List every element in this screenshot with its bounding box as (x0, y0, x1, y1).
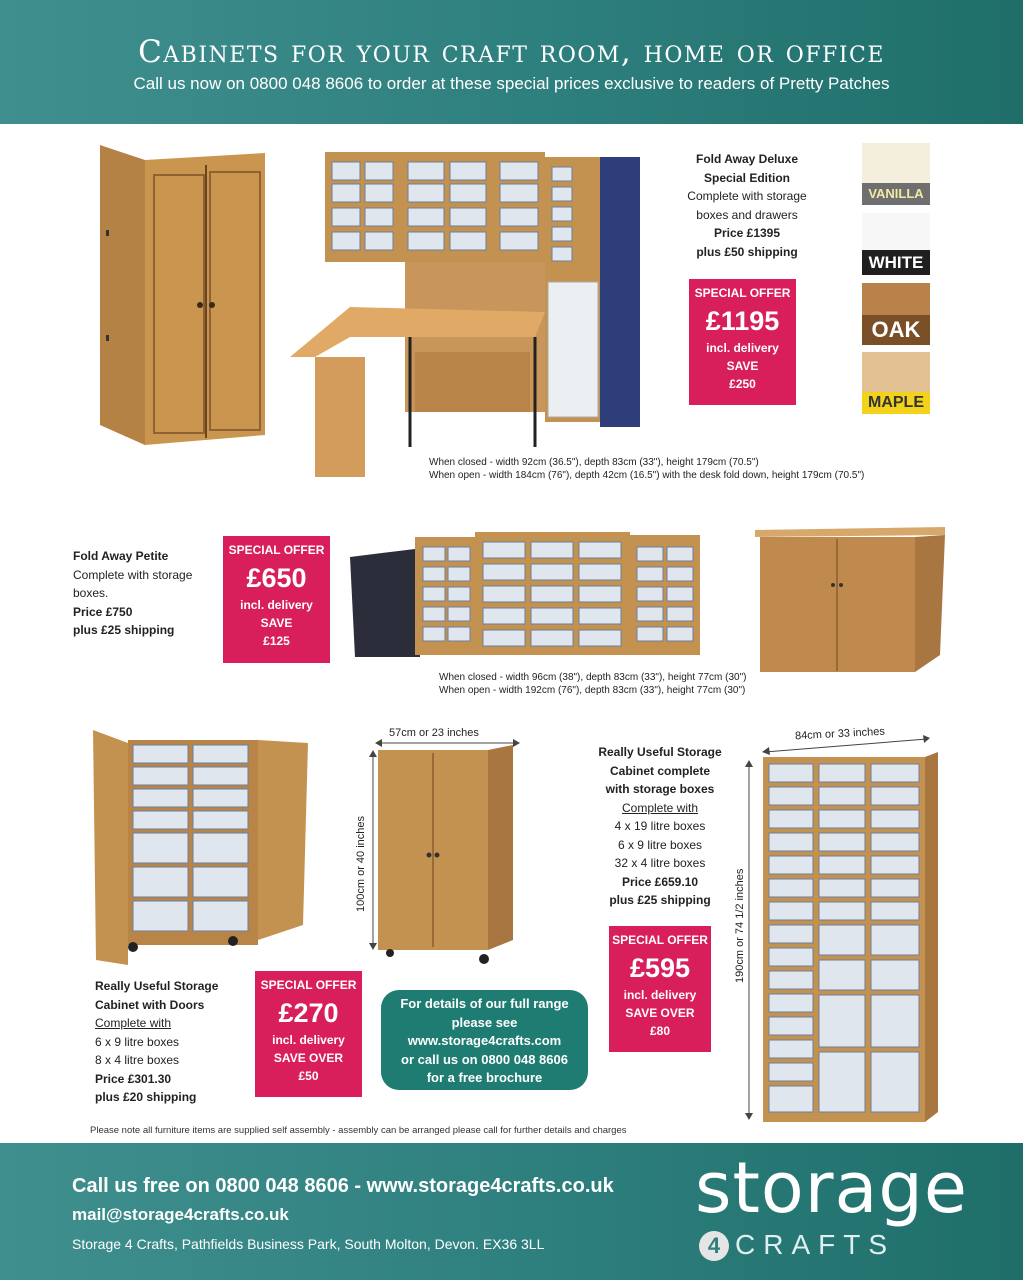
boxes-special-offer-badge (609, 926, 711, 1052)
boxes-name-3: with storage boxes (605, 782, 715, 796)
petite-special-offer-badge (223, 536, 330, 663)
assembly-note: Please note all furniture items are supplied self assembly - assembly can be arranged please call for further details and charges (90, 1125, 627, 1136)
offer-save: SAVE OVER (273, 1051, 344, 1065)
offer-save: SAVE OVER (625, 1006, 695, 1020)
footer-banner (0, 1143, 1023, 1280)
closed-wardrobe-image (90, 145, 275, 455)
offer-label: SPECIAL OFFER (694, 286, 791, 300)
boxes-width-label: 84cm or 33 inches (794, 725, 886, 743)
logo-crafts: CRAFTS (735, 1229, 895, 1260)
header-banner (0, 0, 1023, 124)
petite-dims-open: When open - width 192cm (76"), depth 83cm (33"), height 77cm (30") (439, 685, 746, 696)
info-line-1: For details of our full range (400, 996, 569, 1011)
offer-amount: £80 (649, 1024, 671, 1038)
petite-name: Fold Away Petite (73, 549, 169, 563)
offer-price: £270 (278, 998, 339, 1028)
offer-amount: £125 (263, 634, 290, 648)
swatch-vanilla-label: VANILLA (862, 183, 930, 205)
info-line-5: for a free brochure (426, 1070, 543, 1085)
page-subtitle: Call us now on 0800 048 8606 to order at these special prices exclusive to readers of Pretty Patches (133, 74, 890, 93)
offer-label: SPECIAL OFFER (612, 933, 708, 947)
offer-delivery: incl. delivery (623, 988, 697, 1002)
petite-price: Price £750 (73, 604, 133, 619)
petite-dimensions (439, 671, 839, 697)
cabinet-with-doors-open-image (88, 725, 313, 970)
footer-email[interactable]: mail@storage4crafts.co.uk (72, 1205, 289, 1224)
offer-save: SAVE (726, 359, 759, 373)
brochure-info-box (381, 990, 588, 1090)
tall-storage-cabinet-image (763, 752, 938, 1124)
deluxe-desc-1: Complete with storage (687, 189, 807, 203)
footer-address: Storage 4 Crafts, Pathfields Business Park, South Molton, Devon. EX36 3LL (72, 1236, 545, 1252)
offer-label: SPECIAL OFFER (260, 978, 357, 992)
doors-name-2: Cabinet with Doors (95, 997, 205, 1012)
info-website-link[interactable]: www.storage4crafts.com (407, 1033, 562, 1048)
deluxe-description (672, 150, 822, 261)
storage4crafts-logo (695, 1147, 985, 1273)
doors-price: Price £301.30 (95, 1071, 172, 1086)
deluxe-shipping: plus £50 shipping (696, 244, 798, 259)
boxes-item-1: 4 x 19 litre boxes (614, 819, 706, 833)
footer-phone-website[interactable]: Call us free on 0800 048 8606 - www.storage4crafts.co.uk (72, 1175, 614, 1197)
info-line-2: please see (451, 1014, 518, 1030)
boxes-item-2: 6 x 9 litre boxes (617, 837, 703, 852)
doors-item-2: 8 x 4 litre boxes (95, 1053, 180, 1067)
swatch-vanilla (862, 143, 930, 205)
doors-special-offer-badge (255, 971, 362, 1097)
doors-width-label: 57cm or 23 inches (389, 727, 479, 739)
boxes-shipping: plus £25 shipping (609, 893, 711, 907)
offer-save: SAVE (260, 616, 293, 630)
boxes-name-2: Cabinet complete (609, 763, 711, 778)
offer-price: £595 (629, 953, 691, 983)
offer-delivery: incl. delivery (272, 1033, 345, 1047)
doors-height-label: 100cm or 40 inches (355, 816, 367, 912)
doors-item-1: 6 x 9 litre boxes (95, 1034, 180, 1049)
offer-delivery: incl. delivery (240, 598, 313, 612)
petite-desc-1: Complete with storage (73, 567, 193, 582)
petite-dims-closed: When closed - width 96cm (38"), depth 83cm (33"), height 77cm (30") (439, 672, 747, 683)
info-line-4: or call us on 0800 048 8606 (401, 1051, 568, 1067)
deluxe-dimensions (429, 456, 909, 482)
doors-shipping: plus £20 shipping (95, 1090, 197, 1104)
deluxe-special-offer-badge (689, 279, 796, 405)
offer-delivery: incl. delivery (706, 341, 779, 355)
fold-away-deluxe-open-image (290, 152, 645, 482)
swatch-white-label: WHITE (862, 250, 930, 275)
swatch-oak (862, 283, 930, 345)
doors-complete-with: Complete with (95, 1016, 172, 1030)
deluxe-dims-open: When open - width 184cm (76"), depth 42cm (16.5") with the desk fold down, height 179cm (70.5") (429, 470, 865, 481)
boxes-complete-with: Complete with (621, 800, 699, 815)
boxes-item-3: 32 x 4 litre boxes (614, 856, 706, 870)
boxes-cabinet-description (590, 743, 730, 910)
swatch-maple (862, 352, 930, 414)
deluxe-name-2: Special Edition (703, 170, 790, 185)
offer-amount: £250 (729, 377, 756, 391)
petite-shipping: plus £25 shipping (73, 623, 175, 637)
deluxe-name-1: Fold Away Deluxe (695, 152, 799, 166)
cabinet-with-doors-closed-image (378, 745, 516, 967)
doors-name-1: Really Useful Storage (95, 979, 219, 993)
boxes-name-1: Really Useful Storage (598, 745, 722, 759)
offer-label: SPECIAL OFFER (228, 543, 325, 557)
swatch-maple-label: MAPLE (862, 392, 930, 414)
deluxe-desc-2: boxes and drawers (696, 207, 798, 222)
offer-price: £650 (246, 563, 307, 593)
page-title: Cabinets for your craft room, home or office (138, 34, 885, 70)
logo-word: storage (695, 1147, 968, 1229)
fold-away-petite-open-image (345, 527, 725, 667)
boxes-price: Price £659.10 (621, 874, 699, 889)
swatch-oak-label: OAK (862, 315, 930, 345)
deluxe-price: Price £1395 (713, 226, 781, 240)
fold-away-petite-closed-image (755, 525, 950, 677)
offer-price: £1195 (705, 306, 780, 336)
petite-desc-2: boxes. (73, 586, 109, 600)
offer-amount: £50 (298, 1069, 319, 1083)
swatch-white (862, 213, 930, 275)
boxes-height-label: 190cm or 74 1/2 inches (734, 868, 746, 983)
logo-number: 4 (699, 1231, 729, 1261)
petite-description (73, 547, 223, 640)
doors-cabinet-description (95, 977, 255, 1107)
deluxe-dims-closed: When closed - width 92cm (36.5"), depth 83cm (33"), height 179cm (70.5") (429, 457, 759, 468)
